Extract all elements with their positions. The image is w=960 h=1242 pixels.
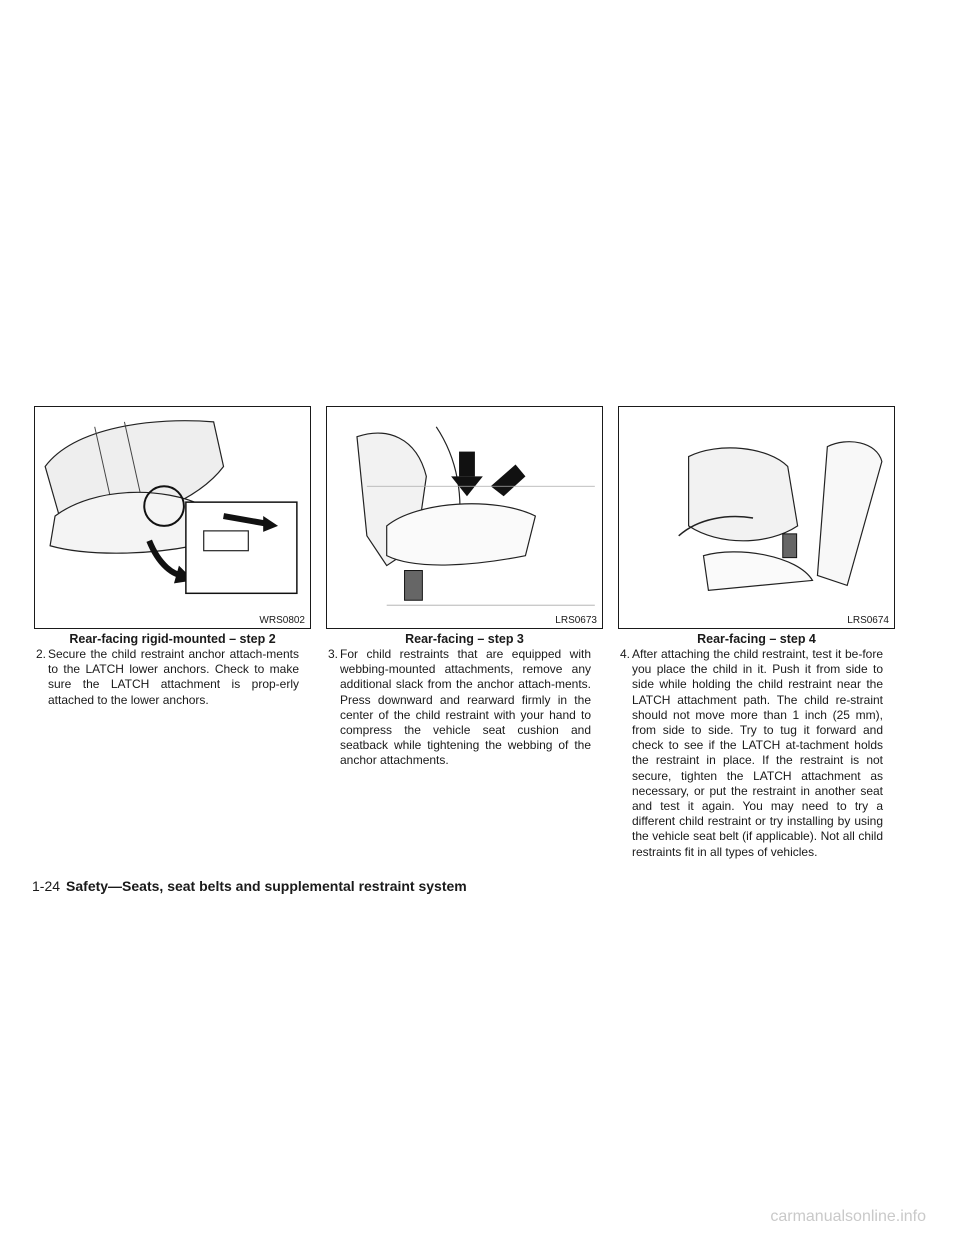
step-number: 4. xyxy=(620,647,631,661)
step-body: For child restraints that are equipped with webbing-mounted attachments, remove any additional slack from the anchor attach-ments. Press downward and rearward firmly in the center of the child restraint with your hand to compress the vehicle seat cushion and seatback while tightening the webbing of the anchor attachments. xyxy=(340,647,591,768)
page-footer xyxy=(32,878,467,894)
figure-caption: Rear-facing – step 3 xyxy=(405,632,524,646)
figure-caption: Rear-facing rigid-mounted – step 2 xyxy=(69,632,276,646)
figure-step-3 xyxy=(326,406,603,629)
child-seat-test-illustration xyxy=(619,407,894,628)
section-title: Safety—Seats, seat belts and supplemental restraint system xyxy=(66,878,467,894)
figure-code: LRS0674 xyxy=(847,615,889,626)
step-body: Secure the child restraint anchor attach-ments to the LATCH lower anchors. Check to make sure the LATCH attachment is prop-erly attached to the lower anchors. xyxy=(48,647,299,707)
page-number: 1-24 xyxy=(32,878,61,894)
step-number: 3. xyxy=(328,647,339,661)
watermark: carmanualsonline.info xyxy=(770,1208,926,1225)
child-seat-press-illustration xyxy=(327,407,602,628)
step-3-text xyxy=(328,647,591,769)
figure-caption: Rear-facing – step 4 xyxy=(697,632,816,646)
figure-step-4 xyxy=(618,406,895,629)
figure-code: WRS0802 xyxy=(259,615,305,626)
step-number: 2. xyxy=(36,647,47,661)
step-2-text xyxy=(36,647,299,708)
figure-step-2 xyxy=(34,406,311,629)
step-4-text xyxy=(620,647,883,860)
figure-code: LRS0673 xyxy=(555,615,597,626)
child-seat-rigid-illustration xyxy=(35,407,310,628)
step-body: After attaching the child restraint, test it be-fore you place the child in it. Push it from side to side while holding the child restraint near the LATCH attachment path. The child re-straint should not move more than 1 inch (25 mm), from side to side. Try to tug it forward and check to see if the LATCH at-tachment holds the restraint in place. If the restraint is not secure, tighten the LATCH attachment as necessary, or put the restraint in another seat and test it again. You may need to try a different child restraint or try installing by using the vehicle seat belt (if applicable). Not all child restraints fit in all types of vehicles. xyxy=(632,647,883,859)
